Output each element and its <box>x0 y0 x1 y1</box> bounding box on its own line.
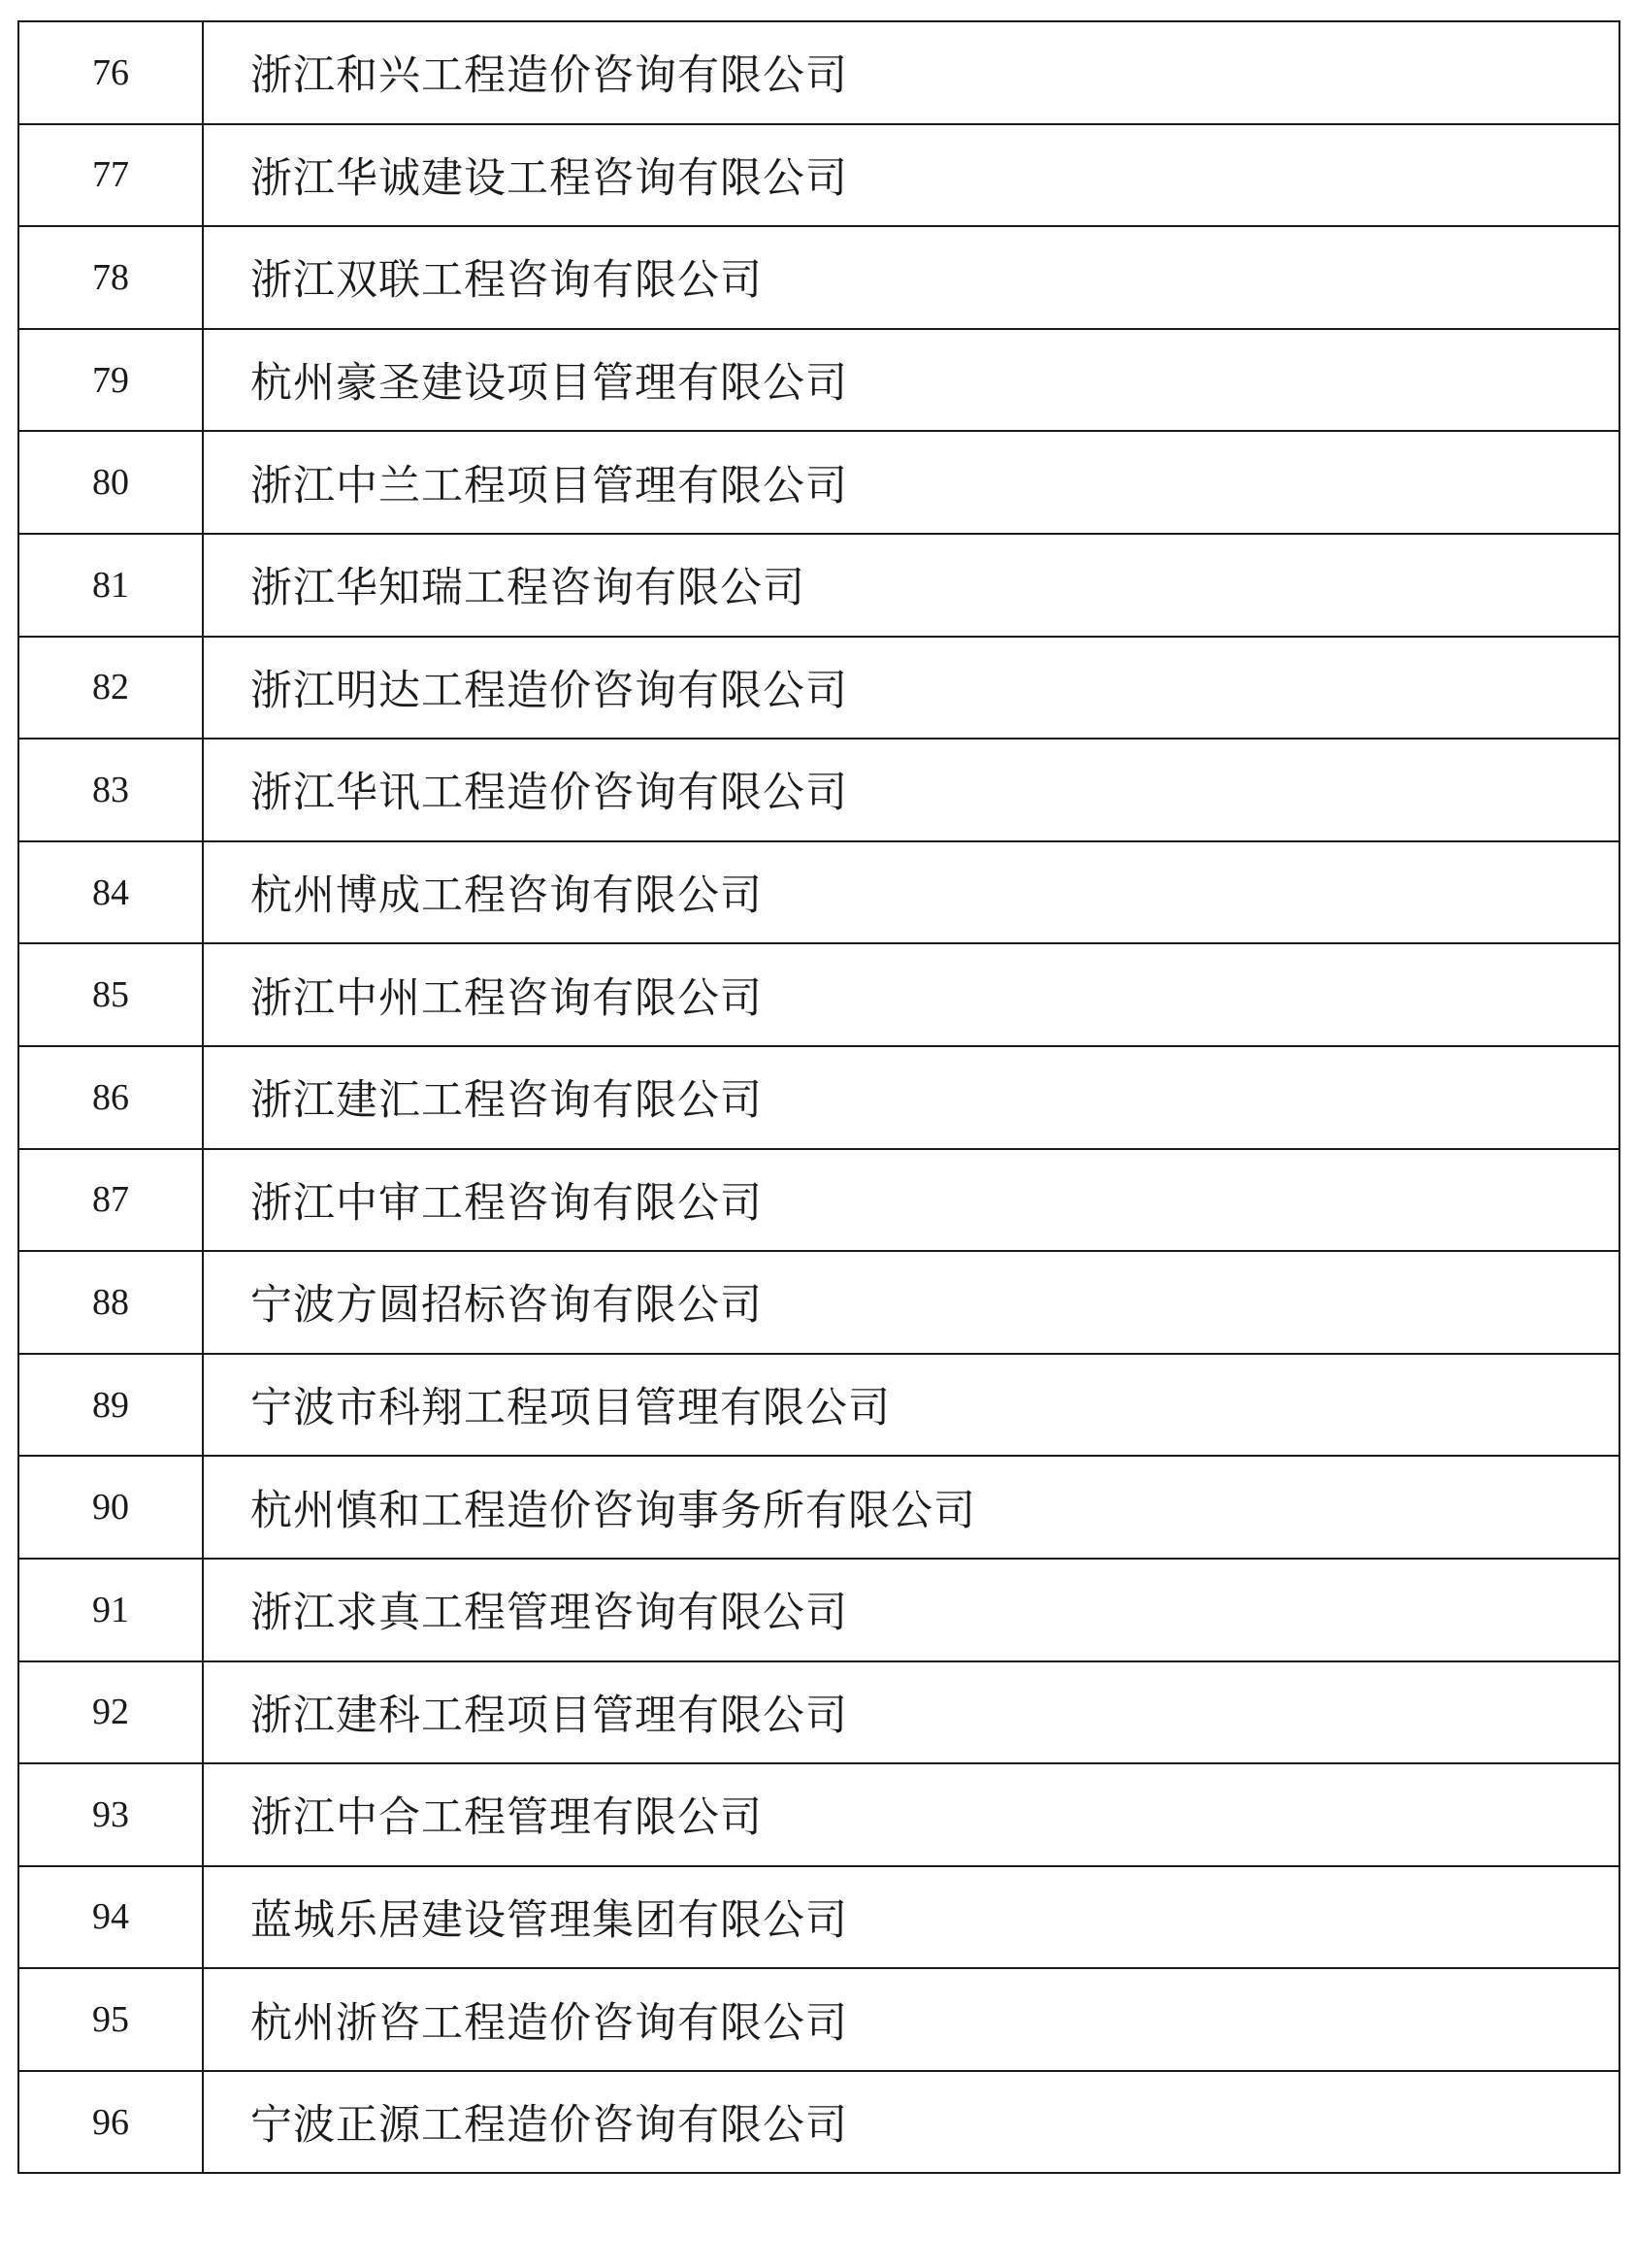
table-row <box>18 1046 1619 1149</box>
company-name: 宁波正源工程造价咨询有限公司 <box>203 2071 1619 2174</box>
row-number: 90 <box>18 1456 203 1559</box>
company-name: 杭州慎和工程造价咨询事务所有限公司 <box>203 1456 1619 1559</box>
company-name: 浙江和兴工程造价咨询有限公司 <box>203 21 1619 124</box>
row-number: 80 <box>18 431 203 534</box>
row-number: 94 <box>18 1866 203 1969</box>
table-row <box>18 226 1619 329</box>
company-name: 浙江中合工程管理有限公司 <box>203 1763 1619 1866</box>
company-name: 蓝城乐居建设管理集团有限公司 <box>203 1866 1619 1969</box>
table-row <box>18 534 1619 637</box>
row-number: 95 <box>18 1968 203 2071</box>
table-row <box>18 431 1619 534</box>
company-name: 浙江建汇工程咨询有限公司 <box>203 1046 1619 1149</box>
company-name: 浙江华知瑞工程咨询有限公司 <box>203 534 1619 637</box>
company-name: 浙江明达工程造价咨询有限公司 <box>203 637 1619 740</box>
row-number: 83 <box>18 739 203 841</box>
company-name: 浙江华讯工程造价咨询有限公司 <box>203 739 1619 841</box>
row-number: 89 <box>18 1354 203 1457</box>
table-row <box>18 2071 1619 2174</box>
row-number: 77 <box>18 124 203 227</box>
row-number: 79 <box>18 329 203 432</box>
table-row <box>18 1456 1619 1559</box>
row-number: 86 <box>18 1046 203 1149</box>
table-row <box>18 21 1619 124</box>
company-name: 浙江中州工程咨询有限公司 <box>203 943 1619 1046</box>
table-row <box>18 943 1619 1046</box>
row-number: 87 <box>18 1149 203 1252</box>
table-row <box>18 1763 1619 1866</box>
company-name: 宁波市科翔工程项目管理有限公司 <box>203 1354 1619 1457</box>
company-name: 浙江华诚建设工程咨询有限公司 <box>203 124 1619 227</box>
table-row <box>18 739 1619 841</box>
company-name: 杭州豪圣建设项目管理有限公司 <box>203 329 1619 432</box>
row-number: 92 <box>18 1661 203 1764</box>
table-row <box>18 329 1619 432</box>
company-name: 杭州浙咨工程造价咨询有限公司 <box>203 1968 1619 2071</box>
table-row <box>18 637 1619 740</box>
row-number: 96 <box>18 2071 203 2174</box>
row-number: 81 <box>18 534 203 637</box>
row-number: 88 <box>18 1251 203 1354</box>
company-name: 浙江中兰工程项目管理有限公司 <box>203 431 1619 534</box>
table-row <box>18 1968 1619 2071</box>
row-number: 91 <box>18 1559 203 1661</box>
table-row <box>18 1559 1619 1661</box>
row-number: 93 <box>18 1763 203 1866</box>
table-row <box>18 1251 1619 1354</box>
company-list-table <box>17 20 1620 2174</box>
company-name: 浙江建科工程项目管理有限公司 <box>203 1661 1619 1764</box>
company-name: 浙江求真工程管理咨询有限公司 <box>203 1559 1619 1661</box>
company-list-body <box>18 21 1619 2173</box>
table-row <box>18 1866 1619 1969</box>
company-name: 浙江双联工程咨询有限公司 <box>203 226 1619 329</box>
row-number: 85 <box>18 943 203 1046</box>
table-row <box>18 124 1619 227</box>
company-name: 浙江中审工程咨询有限公司 <box>203 1149 1619 1252</box>
company-name: 宁波方圆招标咨询有限公司 <box>203 1251 1619 1354</box>
row-number: 76 <box>18 21 203 124</box>
table-row <box>18 841 1619 944</box>
table-row <box>18 1149 1619 1252</box>
row-number: 82 <box>18 637 203 740</box>
row-number: 78 <box>18 226 203 329</box>
table-row <box>18 1661 1619 1764</box>
table-row <box>18 1354 1619 1457</box>
row-number: 84 <box>18 841 203 944</box>
company-name: 杭州博成工程咨询有限公司 <box>203 841 1619 944</box>
